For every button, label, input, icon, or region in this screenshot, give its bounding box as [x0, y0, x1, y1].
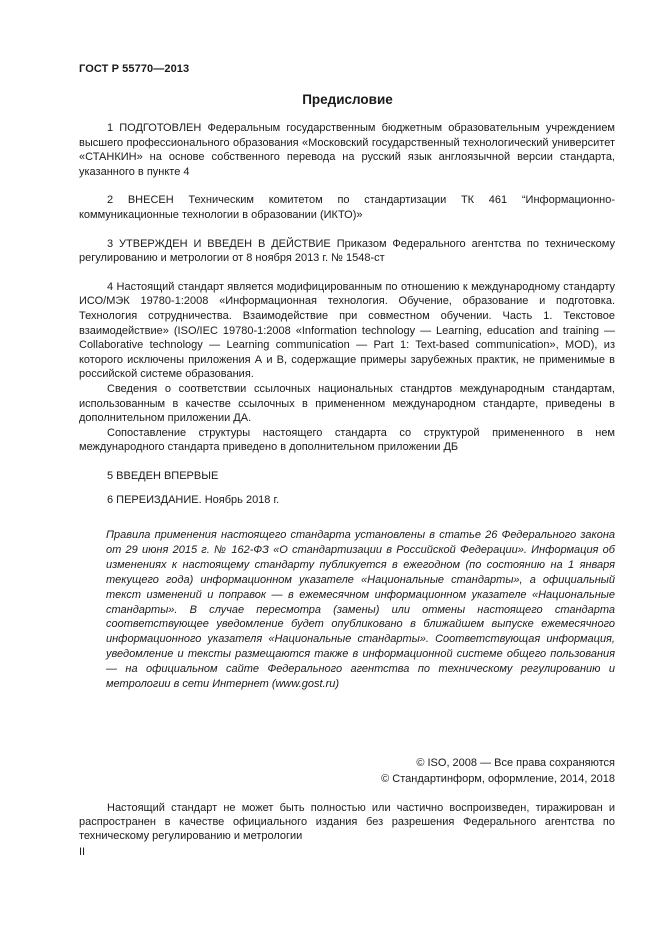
section-4-references-info: Сведения о соответствии ссылочных национальных стандртов международным стандартам, использованным в качестве ссылочных в примененном международном стандарте, приведены в дополнительном приложении ДА.: [79, 382, 615, 425]
page-number: II: [79, 846, 86, 858]
page-title: Предисловие: [302, 92, 393, 107]
copyright-standartinform: © Стандартинформ, оформление, 2014, 2018: [381, 773, 615, 785]
section-4-modified: 4 Настоящий стандарт является модифицированным по отношению к международному стандарту ИСО/МЭК 19780-1:2008 «Информационная технология. Обучение, образование и подготовка. Технология сотрудничества. Взаимодействие при совместном обучении. Часть 1. Текстовое взаимодействие» (ISO/IEC 19780-1:2008 «Information technology — Learning, education and training — Collaborative technology — Learning communication — Part 1: Text-based communication», MOD), из которого исключены приложения А и В, содержащие примеры зарубежных практик, не применимые в российской системе образования.: [79, 280, 615, 381]
section-5-first-introduced: 5 ВВЕДЕН ВПЕРВЫЕ: [107, 469, 219, 482]
standard-code-header: ГОСТ Р 55770—2013: [79, 63, 190, 75]
reproduction-notice: Настоящий стандарт не может быть полностью или частично воспроизведен, тиражирован и распространен в качестве официального издания без разрешения Федерального агентства по техническому регулированию и метрологии: [79, 802, 615, 843]
copyright-iso: © ISO, 2008 — Все права сохраняются: [416, 757, 615, 769]
foreword-body: [79, 121, 615, 508]
section-3-approved: 3 УТВЕРЖДЕН И ВВЕДЕН В ДЕЙСТВИЕ Приказом Федерального агентства по техническому регулированию и метрологии от 8 ноября 2013 г. № 1548-ст: [79, 237, 615, 265]
section-1-prepared: 1 ПОДГОТОВЛЕН Федеральным государственным бюджетным образовательным учреждением высшего профессионального образования «Московский государственный технологический университет «СТАНКИН» на основе собственного перевода на русский язык англоязычной версии стандарта, указанного в пункте 4: [79, 122, 615, 178]
section-6-reissue: 6 ПЕРЕИЗДАНИЕ. Ноябрь 2018 г.: [107, 494, 280, 507]
copyright-block: [381, 755, 615, 787]
section-2-introduced: 2 ВНЕСЕН Техническим комитетом по стандартизации ТК 461 “Информационно-коммуникационные технологии в образовании (ИКТО)»: [79, 194, 615, 221]
section-4-structure-comparison: Сопоставление структуры настоящего стандарта со структурой примененного в нем международного стандарта приведено в дополнительном приложении ДБ: [79, 426, 615, 454]
application-rules-notice: Правила применения настоящего стандарта установлены в статье 26 Федерального закона от 29 июня 2015 г. № 162-ФЗ «О стандартизации в Российской Федерации». Информация об изменениях к настоящему стандарту публикуется в ежегодном (по состоянию на 1 января текущего года) информационном указателе «Национальные стандарты», а официальный текст изменений и поправок — в ежемесячном информационном указателе «Национальные стандарты». В случае пересмотра (замены) или отмены настоящего стандарта соответствующее уведомление будет опубликовано в ближайшем выпуске ежемесячного информационного указателя «Национальные стандарты». Соответствующая информация, уведомление и тексты размещаются также в информационной системе общего пользования — на официальном сайте Федерального агентства по техническому регулированию и метрологии в сети Интернет (www.gost.ru): [106, 529, 615, 691]
